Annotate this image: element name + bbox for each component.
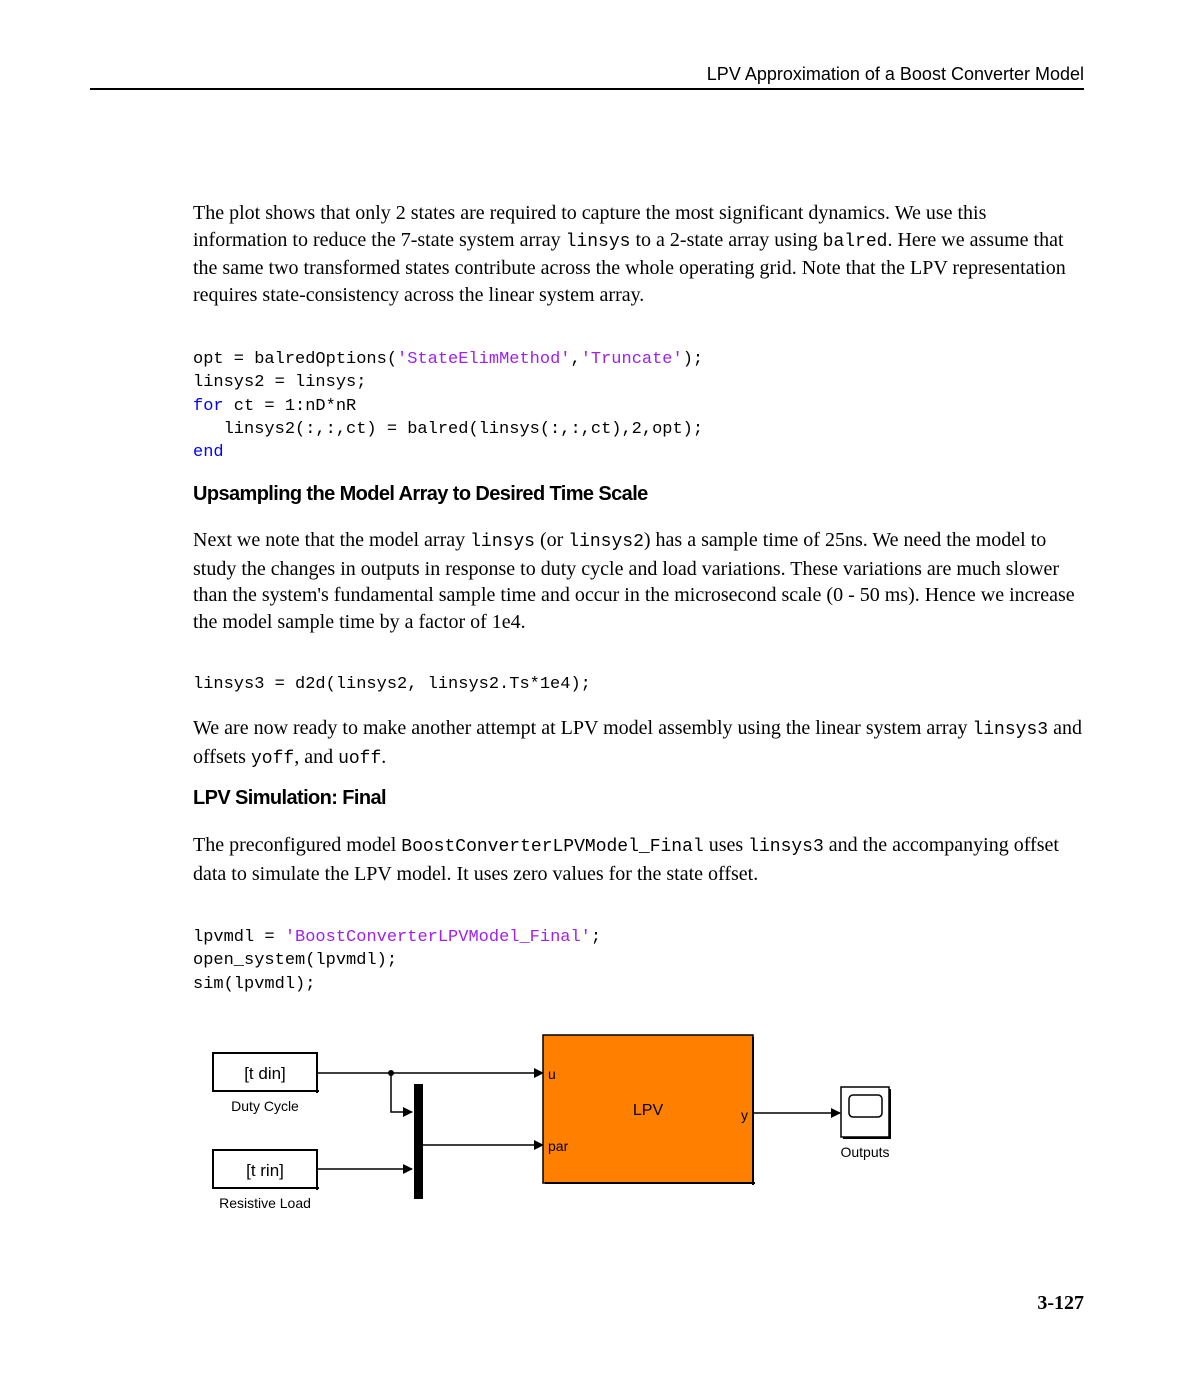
signal-line: [391, 1073, 412, 1112]
code-listing: linsys3 = d2d(linsys2, linsys2.Ts*1e4);: [193, 675, 591, 694]
mux-block[interactable]: [414, 1084, 423, 1199]
inline-code: uoff: [338, 748, 382, 769]
paragraph-upsampling: [193, 527, 1083, 635]
paragraph-text: The preconfigured model BoostConverterLPVModel_Final uses linsys3 and the accompanying offset data to simulate the LPV model. It uses zero values for the state offset.: [193, 834, 1059, 885]
from-block-duty-cycle[interactable]: [213, 1053, 319, 1093]
scope-caption: Outputs: [840, 1144, 890, 1160]
running-header: [90, 62, 1084, 90]
inline-code: linsys2: [568, 532, 644, 552]
header-title: LPV Approximation of a Boost Converter Model: [706, 64, 1084, 84]
inline-code: linsys3: [972, 720, 1049, 740]
section-heading: Upsampling the Model Array to Desired Time Scale: [193, 483, 648, 505]
from-block-resistive-load[interactable]: [213, 1150, 319, 1190]
port-label-y: y: [741, 1107, 748, 1123]
inline-code: balred: [822, 231, 888, 252]
port-label-u: u: [548, 1066, 556, 1082]
paragraph-lpv-final: [193, 832, 1083, 887]
inline-code: linsys: [470, 532, 535, 552]
inline-code: BoostConverterLPVModel_Final: [401, 837, 704, 857]
section-heading-lpv-final: [193, 787, 1083, 810]
code-block-balred: [193, 348, 1083, 464]
code-block-d2d: [193, 673, 1083, 696]
inline-code: yoff: [250, 748, 295, 769]
code-listing: lpvmdl = 'BoostConverterLPVModel_Final'; open_system(lpvmdl); sim(lpvmdl);: [193, 928, 602, 994]
inline-code: linsys: [565, 231, 631, 252]
lpv-block[interactable]: [543, 1035, 755, 1185]
paragraph-text: The plot shows that only 2 states are required to capture the most significant dynamics. We use this information to reduce the 7-state system array linsys to a 2-state array using balred. Here we assume that the same two transformed states contribute across the whole operating grid. Note that the LPV representation requires state-consistency across the linear system array.: [193, 202, 1066, 306]
paragraph-assembly: [193, 715, 1083, 772]
section-heading-upsampling: [193, 483, 1083, 506]
from-block-caption: Resistive Load: [219, 1195, 311, 1211]
from-block-label: [t din]: [244, 1064, 286, 1083]
code-listing: opt = balredOptions('StateElimMethod','Truncate'); linsys2 = linsys; for ct = 1:nD*nR linsys2(:,:,ct) = balred(linsys(:,:,ct),2,opt); end: [193, 350, 704, 463]
from-block-label: [t rin]: [246, 1161, 284, 1180]
scope-block[interactable]: [841, 1087, 891, 1139]
simulink-diagram: [200, 1025, 920, 1225]
lpv-label: LPV: [632, 1102, 664, 1119]
from-block-caption: Duty Cycle: [231, 1098, 299, 1114]
scope-screen-icon: [849, 1095, 882, 1117]
code-block-sim: [193, 926, 1083, 996]
page-number: 3-127: [1037, 1292, 1084, 1314]
paragraph-text: Next we note that the model array linsys (or linsys2) has a sample time of 25ns. We need the model to study the changes in outputs in response to duty cycle and load variations. These variations are much slower than the system's fundamental sample time and occur in the microsecond scale (0 - 50 ms). Hence we increase the model sample time by a factor of 1e4.: [193, 529, 1075, 633]
paragraph-balred-intro: [193, 200, 1083, 308]
section-heading: LPV Simulation: Final: [193, 787, 386, 809]
port-label-par: par: [548, 1138, 569, 1154]
paragraph-text: We are now ready to make another attempt at LPV model assembly using the linear system array linsys3 and offsets yoff, and uoff.: [193, 717, 1082, 769]
inline-code: linsys3: [748, 837, 824, 857]
